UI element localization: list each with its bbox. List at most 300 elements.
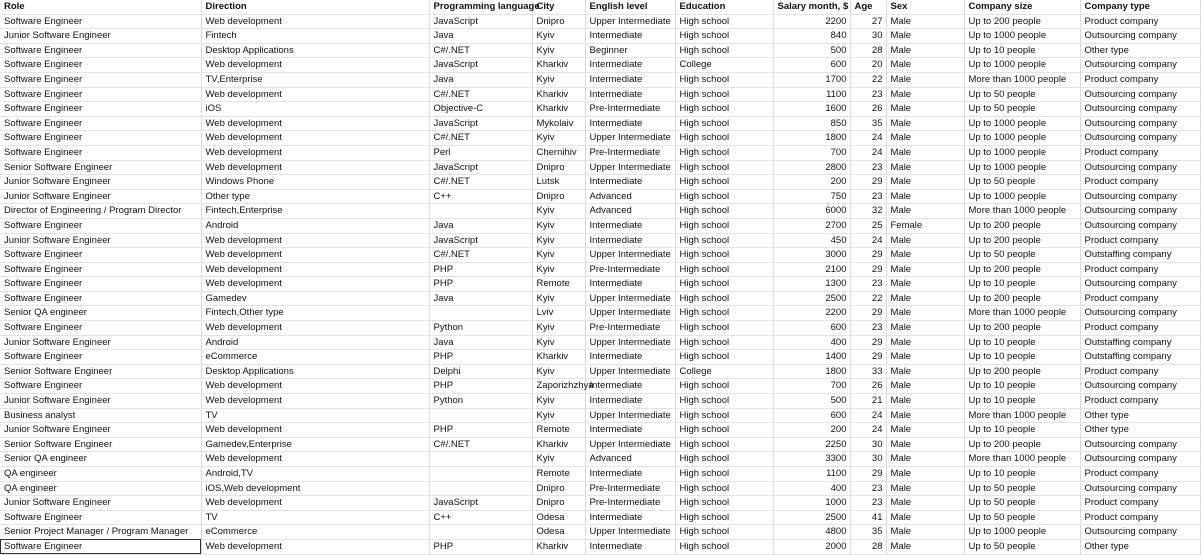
- cell-company-type[interactable]: Product company: [1080, 14, 1200, 29]
- cell-programming-language[interactable]: PHP: [429, 423, 532, 438]
- cell-city[interactable]: Kyiv: [532, 262, 585, 277]
- cell-age[interactable]: 24: [850, 423, 886, 438]
- cell-direction[interactable]: Web development: [201, 423, 429, 438]
- cell-salary[interactable]: 700: [773, 379, 850, 394]
- cell-role[interactable]: Junior Software Engineer: [0, 233, 201, 248]
- cell-english-level[interactable]: Upper Intermediate: [585, 408, 675, 423]
- cell-english-level[interactable]: Advanced: [585, 189, 675, 204]
- cell-english-level[interactable]: Intermediate: [585, 72, 675, 87]
- cell-role[interactable]: QA engineer: [0, 467, 201, 482]
- cell-company-size[interactable]: Up to 1000 people: [964, 189, 1080, 204]
- cell-programming-language[interactable]: JavaScript: [429, 233, 532, 248]
- cell-english-level[interactable]: Intermediate: [585, 423, 675, 438]
- cell-city[interactable]: Remote: [532, 423, 585, 438]
- cell-city[interactable]: Kyiv: [532, 394, 585, 409]
- cell-direction[interactable]: TV: [201, 510, 429, 525]
- cell-salary[interactable]: 840: [773, 29, 850, 44]
- cell-company-type[interactable]: Outsourcing company: [1080, 58, 1200, 73]
- cell-programming-language[interactable]: C#/.NET: [429, 248, 532, 263]
- cell-company-size[interactable]: More than 1000 people: [964, 72, 1080, 87]
- cell-sex[interactable]: Male: [886, 335, 964, 350]
- cell-company-size[interactable]: Up to 10 people: [964, 379, 1080, 394]
- cell-role[interactable]: Senior QA engineer: [0, 306, 201, 321]
- cell-education[interactable]: High school: [675, 394, 773, 409]
- cell-english-level[interactable]: Advanced: [585, 452, 675, 467]
- cell-sex[interactable]: Male: [886, 510, 964, 525]
- cell-salary[interactable]: 4800: [773, 525, 850, 540]
- cell-age[interactable]: 30: [850, 437, 886, 452]
- cell-direction[interactable]: Web development: [201, 452, 429, 467]
- cell-education[interactable]: High school: [675, 233, 773, 248]
- cell-sex[interactable]: Male: [886, 481, 964, 496]
- cell-english-level[interactable]: Upper Intermediate: [585, 131, 675, 146]
- cell-company-size[interactable]: Up to 200 people: [964, 218, 1080, 233]
- cell-english-level[interactable]: Intermediate: [585, 29, 675, 44]
- cell-education[interactable]: High school: [675, 102, 773, 117]
- cell-sex[interactable]: Male: [886, 72, 964, 87]
- cell-company-type[interactable]: Other type: [1080, 408, 1200, 423]
- cell-company-size[interactable]: Up to 200 people: [964, 14, 1080, 29]
- cell-role[interactable]: Software Engineer: [0, 131, 201, 146]
- cell-city[interactable]: Kyiv: [532, 204, 585, 219]
- cell-age[interactable]: 28: [850, 43, 886, 58]
- cell-english-level[interactable]: Intermediate: [585, 394, 675, 409]
- cell-programming-language[interactable]: PHP: [429, 262, 532, 277]
- cell-direction[interactable]: Desktop Applications: [201, 43, 429, 58]
- cell-city[interactable]: Kyiv: [532, 72, 585, 87]
- cell-salary[interactable]: 2700: [773, 218, 850, 233]
- cell-age[interactable]: 24: [850, 233, 886, 248]
- cell-education[interactable]: High school: [675, 116, 773, 131]
- cell-education[interactable]: High school: [675, 218, 773, 233]
- cell-education[interactable]: High school: [675, 248, 773, 263]
- cell-company-type[interactable]: Product company: [1080, 72, 1200, 87]
- cell-role[interactable]: Junior Software Engineer: [0, 189, 201, 204]
- cell-company-type[interactable]: Product company: [1080, 496, 1200, 511]
- cell-sex[interactable]: Male: [886, 525, 964, 540]
- cell-company-size[interactable]: Up to 50 people: [964, 481, 1080, 496]
- cell-salary[interactable]: 3000: [773, 248, 850, 263]
- cell-sex[interactable]: Male: [886, 321, 964, 336]
- cell-role[interactable]: Software Engineer: [0, 145, 201, 160]
- cell-sex[interactable]: Male: [886, 233, 964, 248]
- cell-education[interactable]: High school: [675, 291, 773, 306]
- cell-education[interactable]: High school: [675, 277, 773, 292]
- column-header-age[interactable]: Age: [850, 0, 886, 14]
- cell-company-type[interactable]: Outsourcing company: [1080, 189, 1200, 204]
- cell-direction[interactable]: Web development: [201, 233, 429, 248]
- cell-age[interactable]: 22: [850, 72, 886, 87]
- cell-direction[interactable]: Android: [201, 218, 429, 233]
- cell-direction[interactable]: Web development: [201, 145, 429, 160]
- cell-education[interactable]: High school: [675, 379, 773, 394]
- cell-role[interactable]: Software Engineer: [0, 291, 201, 306]
- column-header-programming-language[interactable]: Programming language: [429, 0, 532, 14]
- cell-company-type[interactable]: Outsourcing company: [1080, 306, 1200, 321]
- cell-programming-language[interactable]: C#/.NET: [429, 131, 532, 146]
- cell-city[interactable]: Mykolaiv: [532, 116, 585, 131]
- cell-company-type[interactable]: Product company: [1080, 467, 1200, 482]
- cell-city[interactable]: Kharkiv: [532, 102, 585, 117]
- cell-salary[interactable]: 600: [773, 408, 850, 423]
- cell-age[interactable]: 41: [850, 510, 886, 525]
- cell-english-level[interactable]: Upper Intermediate: [585, 291, 675, 306]
- cell-company-type[interactable]: Outstaffing company: [1080, 335, 1200, 350]
- cell-company-type[interactable]: Outsourcing company: [1080, 379, 1200, 394]
- cell-company-type[interactable]: Other type: [1080, 539, 1200, 554]
- cell-sex[interactable]: Male: [886, 87, 964, 102]
- cell-role[interactable]: Software Engineer: [0, 72, 201, 87]
- cell-sex[interactable]: Male: [886, 29, 964, 44]
- cell-direction[interactable]: Web development: [201, 394, 429, 409]
- cell-sex[interactable]: Male: [886, 14, 964, 29]
- cell-city[interactable]: Lviv: [532, 306, 585, 321]
- cell-salary[interactable]: 850: [773, 116, 850, 131]
- cell-education[interactable]: High school: [675, 160, 773, 175]
- cell-direction[interactable]: Other type: [201, 189, 429, 204]
- cell-direction[interactable]: Web development: [201, 277, 429, 292]
- cell-education[interactable]: High school: [675, 72, 773, 87]
- cell-programming-language[interactable]: Java: [429, 72, 532, 87]
- cell-company-size[interactable]: Up to 200 people: [964, 291, 1080, 306]
- cell-english-level[interactable]: Upper Intermediate: [585, 525, 675, 540]
- cell-city[interactable]: Kyiv: [532, 29, 585, 44]
- cell-salary[interactable]: 200: [773, 423, 850, 438]
- cell-company-type[interactable]: Outsourcing company: [1080, 131, 1200, 146]
- cell-sex[interactable]: Male: [886, 204, 964, 219]
- cell-sex[interactable]: Male: [886, 189, 964, 204]
- cell-english-level[interactable]: Intermediate: [585, 175, 675, 190]
- cell-city[interactable]: Kyiv: [532, 452, 585, 467]
- cell-age[interactable]: 23: [850, 481, 886, 496]
- cell-city[interactable]: Chernihiv: [532, 145, 585, 160]
- cell-role[interactable]: Senior QA engineer: [0, 452, 201, 467]
- cell-salary[interactable]: 400: [773, 481, 850, 496]
- cell-sex[interactable]: Male: [886, 350, 964, 365]
- cell-direction[interactable]: Web development: [201, 321, 429, 336]
- cell-salary[interactable]: 2200: [773, 14, 850, 29]
- cell-programming-language[interactable]: Java: [429, 291, 532, 306]
- cell-city[interactable]: Kyiv: [532, 233, 585, 248]
- cell-company-size[interactable]: Up to 1000 people: [964, 160, 1080, 175]
- cell-company-type[interactable]: Outsourcing company: [1080, 160, 1200, 175]
- cell-company-type[interactable]: Outsourcing company: [1080, 102, 1200, 117]
- cell-company-type[interactable]: Outsourcing company: [1080, 87, 1200, 102]
- column-header-sex[interactable]: Sex: [886, 0, 964, 14]
- cell-programming-language[interactable]: Objective-C: [429, 102, 532, 117]
- cell-age[interactable]: 23: [850, 160, 886, 175]
- cell-salary[interactable]: 2100: [773, 262, 850, 277]
- cell-company-size[interactable]: Up to 50 people: [964, 248, 1080, 263]
- cell-company-size[interactable]: Up to 50 people: [964, 87, 1080, 102]
- cell-company-size[interactable]: Up to 10 people: [964, 394, 1080, 409]
- cell-company-size[interactable]: Up to 50 people: [964, 496, 1080, 511]
- cell-programming-language[interactable]: PHP: [429, 277, 532, 292]
- cell-education[interactable]: High school: [675, 321, 773, 336]
- cell-age[interactable]: 30: [850, 452, 886, 467]
- cell-salary[interactable]: 1000: [773, 496, 850, 511]
- cell-role[interactable]: Software Engineer: [0, 14, 201, 29]
- cell-company-size[interactable]: Up to 50 people: [964, 175, 1080, 190]
- cell-programming-language[interactable]: [429, 306, 532, 321]
- cell-sex[interactable]: Male: [886, 394, 964, 409]
- column-header-education[interactable]: Education: [675, 0, 773, 14]
- cell-city[interactable]: Kyiv: [532, 291, 585, 306]
- cell-age[interactable]: 24: [850, 131, 886, 146]
- column-header-role[interactable]: Role: [0, 0, 201, 14]
- cell-city[interactable]: Dnipro: [532, 481, 585, 496]
- cell-education[interactable]: High school: [675, 423, 773, 438]
- cell-english-level[interactable]: Intermediate: [585, 350, 675, 365]
- cell-role[interactable]: Junior Software Engineer: [0, 496, 201, 511]
- cell-company-size[interactable]: Up to 50 people: [964, 510, 1080, 525]
- cell-role[interactable]: Software Engineer: [0, 248, 201, 263]
- cell-direction[interactable]: Web development: [201, 379, 429, 394]
- cell-education[interactable]: High school: [675, 87, 773, 102]
- cell-english-level[interactable]: Upper Intermediate: [585, 306, 675, 321]
- cell-company-size[interactable]: More than 1000 people: [964, 306, 1080, 321]
- cell-direction[interactable]: Web development: [201, 539, 429, 554]
- cell-company-type[interactable]: Outsourcing company: [1080, 525, 1200, 540]
- cell-education[interactable]: High school: [675, 189, 773, 204]
- cell-salary[interactable]: 600: [773, 58, 850, 73]
- cell-english-level[interactable]: Pre-Intermediate: [585, 496, 675, 511]
- cell-company-type[interactable]: Product company: [1080, 321, 1200, 336]
- cell-role[interactable]: Software Engineer: [0, 379, 201, 394]
- cell-company-type[interactable]: Product company: [1080, 510, 1200, 525]
- cell-direction[interactable]: TV,Enterprise: [201, 72, 429, 87]
- cell-direction[interactable]: Gamedev,Enterprise: [201, 437, 429, 452]
- cell-english-level[interactable]: Upper Intermediate: [585, 14, 675, 29]
- cell-programming-language[interactable]: PHP: [429, 350, 532, 365]
- cell-sex[interactable]: Female: [886, 218, 964, 233]
- cell-salary[interactable]: 700: [773, 145, 850, 160]
- cell-sex[interactable]: Male: [886, 379, 964, 394]
- cell-age[interactable]: 25: [850, 218, 886, 233]
- cell-role[interactable]: Junior Software Engineer: [0, 29, 201, 44]
- cell-english-level[interactable]: Intermediate: [585, 277, 675, 292]
- cell-education[interactable]: High school: [675, 452, 773, 467]
- cell-direction[interactable]: TV: [201, 408, 429, 423]
- cell-salary[interactable]: 600: [773, 321, 850, 336]
- cell-programming-language[interactable]: C#/.NET: [429, 437, 532, 452]
- cell-education[interactable]: High school: [675, 131, 773, 146]
- column-header-city[interactable]: City: [532, 0, 585, 14]
- cell-direction[interactable]: Web development: [201, 248, 429, 263]
- cell-role[interactable]: Software Engineer: [0, 116, 201, 131]
- cell-role[interactable]: Senior Software Engineer: [0, 160, 201, 175]
- cell-programming-language[interactable]: C++: [429, 510, 532, 525]
- cell-city[interactable]: Dnipro: [532, 160, 585, 175]
- cell-role[interactable]: Software Engineer: [0, 43, 201, 58]
- cell-sex[interactable]: Male: [886, 145, 964, 160]
- cell-role[interactable]: Junior Software Engineer: [0, 423, 201, 438]
- cell-sex[interactable]: Male: [886, 116, 964, 131]
- cell-education[interactable]: High school: [675, 262, 773, 277]
- cell-role[interactable]: Software Engineer: [0, 277, 201, 292]
- cell-city[interactable]: Remote: [532, 467, 585, 482]
- cell-company-size[interactable]: Up to 200 people: [964, 321, 1080, 336]
- cell-city[interactable]: Dnipro: [532, 14, 585, 29]
- cell-salary[interactable]: 6000: [773, 204, 850, 219]
- cell-age[interactable]: 21: [850, 394, 886, 409]
- cell-direction[interactable]: Fintech: [201, 29, 429, 44]
- cell-programming-language[interactable]: [429, 452, 532, 467]
- cell-english-level[interactable]: Upper Intermediate: [585, 364, 675, 379]
- cell-age[interactable]: 35: [850, 525, 886, 540]
- cell-age[interactable]: 29: [850, 350, 886, 365]
- cell-english-level[interactable]: Upper Intermediate: [585, 335, 675, 350]
- cell-direction[interactable]: Web development: [201, 116, 429, 131]
- cell-programming-language[interactable]: JavaScript: [429, 496, 532, 511]
- cell-salary[interactable]: 2500: [773, 510, 850, 525]
- cell-company-type[interactable]: Outsourcing company: [1080, 204, 1200, 219]
- cell-sex[interactable]: Male: [886, 131, 964, 146]
- cell-city[interactable]: Kharkiv: [532, 87, 585, 102]
- cell-city[interactable]: Kyiv: [532, 131, 585, 146]
- cell-company-size[interactable]: Up to 10 people: [964, 43, 1080, 58]
- cell-age[interactable]: 32: [850, 204, 886, 219]
- cell-programming-language[interactable]: C++: [429, 189, 532, 204]
- cell-age[interactable]: 28: [850, 539, 886, 554]
- cell-age[interactable]: 26: [850, 102, 886, 117]
- cell-city[interactable]: Zaporizhzhya: [532, 379, 585, 394]
- cell-education[interactable]: High school: [675, 525, 773, 540]
- cell-programming-language[interactable]: JavaScript: [429, 116, 532, 131]
- cell-role[interactable]: Junior Software Engineer: [0, 175, 201, 190]
- cell-role[interactable]: Software Engineer: [0, 510, 201, 525]
- cell-english-level[interactable]: Intermediate: [585, 87, 675, 102]
- cell-direction[interactable]: Fintech,Enterprise: [201, 204, 429, 219]
- cell-sex[interactable]: Male: [886, 175, 964, 190]
- cell-programming-language[interactable]: Python: [429, 394, 532, 409]
- cell-programming-language[interactable]: [429, 467, 532, 482]
- cell-programming-language[interactable]: [429, 204, 532, 219]
- cell-sex[interactable]: Male: [886, 437, 964, 452]
- cell-city[interactable]: Remote: [532, 277, 585, 292]
- cell-city[interactable]: Dnipro: [532, 189, 585, 204]
- cell-company-type[interactable]: Product company: [1080, 233, 1200, 248]
- cell-sex[interactable]: Male: [886, 496, 964, 511]
- cell-programming-language[interactable]: C#/.NET: [429, 175, 532, 190]
- cell-role[interactable]: Junior Software Engineer: [0, 335, 201, 350]
- column-header-company-type[interactable]: Company type: [1080, 0, 1200, 14]
- cell-salary[interactable]: 2500: [773, 291, 850, 306]
- cell-age[interactable]: 29: [850, 335, 886, 350]
- cell-role[interactable]: Senior Software Engineer: [0, 364, 201, 379]
- cell-age[interactable]: 29: [850, 175, 886, 190]
- cell-company-type[interactable]: Outstaffing company: [1080, 350, 1200, 365]
- cell-company-type[interactable]: Product company: [1080, 364, 1200, 379]
- cell-company-type[interactable]: Outstaffing company: [1080, 248, 1200, 263]
- cell-age[interactable]: 29: [850, 248, 886, 263]
- cell-city[interactable]: Kharkiv: [532, 58, 585, 73]
- cell-sex[interactable]: Male: [886, 306, 964, 321]
- cell-direction[interactable]: Fintech,Other type: [201, 306, 429, 321]
- cell-direction[interactable]: Windows Phone: [201, 175, 429, 190]
- cell-direction[interactable]: Web development: [201, 131, 429, 146]
- cell-company-size[interactable]: Up to 50 people: [964, 539, 1080, 554]
- cell-english-level[interactable]: Upper Intermediate: [585, 248, 675, 263]
- cell-city[interactable]: Kyiv: [532, 321, 585, 336]
- cell-programming-language[interactable]: Java: [429, 335, 532, 350]
- cell-role[interactable]: Software Engineer: [0, 87, 201, 102]
- cell-city[interactable]: Dnipro: [532, 496, 585, 511]
- cell-company-size[interactable]: More than 1000 people: [964, 204, 1080, 219]
- cell-programming-language[interactable]: PHP: [429, 539, 532, 554]
- cell-programming-language[interactable]: JavaScript: [429, 58, 532, 73]
- cell-role[interactable]: Business analyst: [0, 408, 201, 423]
- cell-salary[interactable]: 1800: [773, 364, 850, 379]
- column-header-company-size[interactable]: Company size: [964, 0, 1080, 14]
- cell-company-type[interactable]: Outsourcing company: [1080, 452, 1200, 467]
- cell-age[interactable]: 26: [850, 379, 886, 394]
- cell-company-type[interactable]: Other type: [1080, 43, 1200, 58]
- cell-company-size[interactable]: Up to 50 people: [964, 102, 1080, 117]
- cell-age[interactable]: 33: [850, 364, 886, 379]
- column-header-english-level[interactable]: English level: [585, 0, 675, 14]
- cell-programming-language[interactable]: [429, 481, 532, 496]
- cell-company-size[interactable]: Up to 10 people: [964, 277, 1080, 292]
- cell-role[interactable]: Software Engineer: [0, 58, 201, 73]
- cell-education[interactable]: High school: [675, 481, 773, 496]
- cell-direction[interactable]: Android,TV: [201, 467, 429, 482]
- cell-programming-language[interactable]: Java: [429, 29, 532, 44]
- cell-english-level[interactable]: Intermediate: [585, 218, 675, 233]
- cell-direction[interactable]: iOS: [201, 102, 429, 117]
- cell-city[interactable]: Kyiv: [532, 364, 585, 379]
- cell-direction[interactable]: eCommerce: [201, 525, 429, 540]
- cell-education[interactable]: High school: [675, 29, 773, 44]
- cell-company-size[interactable]: Up to 1000 people: [964, 116, 1080, 131]
- cell-salary[interactable]: 500: [773, 394, 850, 409]
- cell-programming-language[interactable]: JavaScript: [429, 160, 532, 175]
- cell-company-size[interactable]: Up to 1000 people: [964, 145, 1080, 160]
- cell-programming-language[interactable]: Python: [429, 321, 532, 336]
- cell-education[interactable]: High school: [675, 437, 773, 452]
- cell-company-type[interactable]: Outsourcing company: [1080, 437, 1200, 452]
- cell-salary[interactable]: 2800: [773, 160, 850, 175]
- cell-education[interactable]: High school: [675, 175, 773, 190]
- cell-education[interactable]: College: [675, 58, 773, 73]
- cell-programming-language[interactable]: C#/.NET: [429, 87, 532, 102]
- cell-education[interactable]: High school: [675, 467, 773, 482]
- cell-age[interactable]: 27: [850, 14, 886, 29]
- cell-education[interactable]: High school: [675, 496, 773, 511]
- cell-english-level[interactable]: Intermediate: [585, 539, 675, 554]
- cell-age[interactable]: 23: [850, 496, 886, 511]
- cell-programming-language[interactable]: PHP: [429, 379, 532, 394]
- cell-sex[interactable]: Male: [886, 467, 964, 482]
- cell-company-size[interactable]: Up to 10 people: [964, 467, 1080, 482]
- cell-education[interactable]: High school: [675, 43, 773, 58]
- cell-role[interactable]: Junior Software Engineer: [0, 394, 201, 409]
- cell-sex[interactable]: Male: [886, 408, 964, 423]
- cell-programming-language[interactable]: Delphi: [429, 364, 532, 379]
- cell-direction[interactable]: Web development: [201, 58, 429, 73]
- cell-age[interactable]: 35: [850, 116, 886, 131]
- cell-education[interactable]: High school: [675, 408, 773, 423]
- cell-salary[interactable]: 400: [773, 335, 850, 350]
- cell-company-size[interactable]: Up to 10 people: [964, 423, 1080, 438]
- cell-english-level[interactable]: Pre-Intermediate: [585, 321, 675, 336]
- cell-company-size[interactable]: Up to 200 people: [964, 437, 1080, 452]
- cell-direction[interactable]: iOS,Web development: [201, 481, 429, 496]
- cell-city[interactable]: Kyiv: [532, 43, 585, 58]
- cell-sex[interactable]: Male: [886, 291, 964, 306]
- cell-company-type[interactable]: Product company: [1080, 175, 1200, 190]
- cell-company-type[interactable]: Product company: [1080, 145, 1200, 160]
